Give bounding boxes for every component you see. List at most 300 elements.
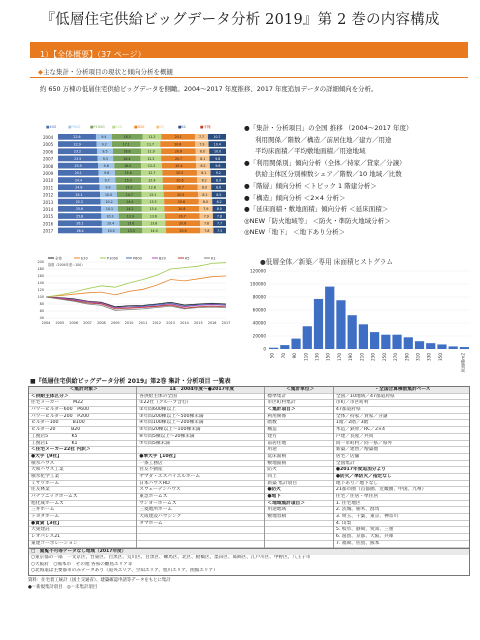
- table-cell: ●準大手【10社】: [137, 454, 264, 461]
- hbar-year-label: 2010: [43, 178, 54, 184]
- hbar-value-label: 20.7: [176, 185, 184, 190]
- hbar-legend-item: ■半棟: [200, 125, 211, 129]
- intro-paragraph: 約 650 万棟の低層住宅供給ビッグデータを側瞰。2004～2017 年度推移、2017 年度追加データの詳細傾向を分析。: [40, 85, 378, 93]
- line-legend-item: E20: [81, 256, 88, 261]
- histogram-y-tick: 0: [263, 346, 266, 352]
- table-cell: ●2017年度追加分より: [334, 467, 469, 474]
- table-cell: サンヨーホームズ: [137, 501, 264, 508]
- unavailable-line: ○大阪府 ○熊本市 その他 各県の離島エリア等: [31, 561, 133, 567]
- histogram-x-tick: 190: [348, 353, 354, 361]
- histogram-bar: [348, 315, 357, 349]
- table-cell: 積水化学工業: [29, 474, 136, 481]
- histogram-x-tick: 310: [415, 353, 421, 361]
- line-x-tick: 2010: [124, 321, 134, 325]
- hbar-value-label: 22.6: [73, 135, 81, 140]
- source-note: 資料：住宅着工統計（国土交通省）、建築確認申請等データをもとに集計: [28, 577, 171, 583]
- table-cell: 敷地容積: [265, 514, 333, 521]
- hbar-value-label: 10.5: [107, 228, 115, 233]
- hbar-value-label: 13.6: [127, 221, 135, 226]
- bullet-item: ●「階層」傾向分析 ＜トピック 1 階建分析＞: [244, 181, 377, 190]
- hbar-legend-item: ■K1: [178, 125, 187, 129]
- hbar-value-label: 20.6: [176, 178, 184, 183]
- hbar-value-label: 13.3: [127, 228, 135, 233]
- line-y-tick: 100: [37, 295, 44, 300]
- bullet-item: 供給主体区分別棟数シェア／階数／10 地域／比数: [255, 170, 402, 179]
- line-x-tick: 2009: [110, 321, 120, 325]
- hbar-value-label: 20.6: [179, 221, 187, 226]
- table-cell: 同一市町村／同一県／県外: [334, 441, 469, 448]
- table-cell: 階数: [265, 420, 333, 427]
- table-cell: 延床面積: [265, 454, 333, 461]
- hbar-value-label: 14.7: [125, 192, 133, 197]
- hbar-value-label: 23.5: [74, 156, 82, 161]
- hbar-value-label: 25.1: [75, 192, 83, 197]
- table-cell: 三井ホーム: [29, 507, 136, 514]
- line-legend-item: P1000: [107, 256, 119, 261]
- hbar-value-label: 13.9: [126, 214, 134, 219]
- table-cell: 全国／10地域／47都道府県: [334, 394, 469, 401]
- line-legend-item: 全体: [55, 256, 62, 261]
- table-cell: [265, 541, 333, 548]
- hbar-value-label: 10.0: [214, 149, 222, 154]
- hbar-value-label: 20.5: [176, 171, 184, 176]
- hbar-value-label: 8.2: [201, 178, 207, 183]
- hbar-value-label: 12.7: [148, 171, 156, 176]
- table-cell: ＜集計項目＞: [265, 407, 333, 414]
- table-cell: ＜供給主体区分＞: [29, 394, 136, 401]
- hbar-year-label: 2015: [43, 214, 54, 220]
- table-cell: 旭化成ホームズ: [29, 501, 136, 508]
- hbar-value-label: 9.4: [101, 135, 107, 140]
- table-cell: 東建コーポレーション: [29, 541, 136, 548]
- hbar-value-label: 25.8: [76, 214, 84, 219]
- histogram-bar: [460, 347, 469, 349]
- unavailable-regions: [28, 549, 470, 576]
- line-x-tick: 2014: [180, 321, 189, 325]
- hbar-value-label: 11.2: [148, 135, 156, 140]
- hbar-value-label: 16.0: [124, 164, 132, 168]
- bullet-item: ●「構造」傾向分析 ＜2×4 分析＞: [244, 193, 346, 202]
- line-legend-item: P600: [133, 256, 142, 261]
- histogram-x-tick: 330: [426, 353, 432, 361]
- table-cell: 敷地面積: [265, 461, 333, 468]
- hbar-value-label: 7.8: [216, 214, 222, 219]
- hbar-value-label: 8.0: [201, 185, 208, 190]
- hbar-value-label: 10.4: [213, 142, 221, 147]
- bullet-item: ◎NEW「地下」 ＜地下あり分析＞: [244, 228, 346, 237]
- hbar-value-label: 7.5: [217, 228, 223, 233]
- line-x-tick: 2006: [69, 321, 79, 325]
- table-cell: ④年間100棟以上～200棟未満: [137, 420, 264, 427]
- hbar-legend-item: ■E20: [112, 125, 123, 129]
- table-cell: トヨタホーム: [29, 514, 136, 521]
- histogram-bar: [404, 337, 413, 349]
- histogram-bar: [415, 341, 424, 349]
- histogram-bar: [336, 300, 345, 349]
- floor-area-histogram: [238, 255, 474, 375]
- table-cell: [137, 534, 264, 541]
- hbar-value-label: 20.1: [174, 135, 182, 140]
- hbar-value-label: 24.4: [74, 178, 83, 183]
- table-cell: 三菱地所ホーム: [137, 507, 264, 514]
- histogram-x-tick: 270: [393, 353, 399, 361]
- table-cell: 住友林業: [29, 487, 136, 494]
- hbar-value-label: 8.2: [200, 164, 206, 168]
- table-column-period: [137, 387, 265, 548]
- hbar-value-label: 9.9: [105, 185, 111, 190]
- hbar-value-label: 14.4: [126, 200, 134, 204]
- hbar-value-label: 12.9: [148, 178, 156, 183]
- table-cell: [137, 541, 264, 548]
- table-cell: 新築 集計項目: [265, 481, 333, 488]
- bullet-item: 平均床面積／平均敷地面積／用途地域: [255, 147, 366, 156]
- hbar-value-label: 8.1: [202, 192, 208, 197]
- table-cell: 各供給主体の全国: [137, 394, 264, 401]
- hbar-value-label: 24.8: [75, 185, 83, 190]
- hbar-value-label: 8.9: [215, 178, 222, 183]
- histogram-bar: [381, 335, 390, 349]
- hbar-value-label: 9.8: [104, 171, 110, 176]
- table-cell: パナソニックホームズ: [29, 494, 136, 501]
- table-cell: ●賃貸【3社】: [29, 521, 136, 528]
- hbar-value-label: 9.2: [215, 171, 221, 176]
- histogram-bar: [426, 343, 435, 349]
- table-cell: [137, 447, 264, 454]
- table-cell: ビルダー20 B20: [29, 427, 136, 434]
- histogram-bar: [269, 348, 278, 349]
- table-cell: 全国集計: [334, 461, 469, 468]
- line-y-tick: 120: [37, 288, 44, 293]
- table-cell: 戸建／長屋／共同: [334, 434, 469, 441]
- hbar-value-label: 20.7: [178, 214, 186, 219]
- hbar-value-label: 8.2: [216, 200, 222, 204]
- feature-bullet-list: [244, 123, 474, 239]
- table-cell: レオパレス21: [29, 534, 136, 541]
- unavailable-head: □ 閲覧不可等データなし地域（2017年度）: [29, 549, 469, 556]
- hbar-year-label: 2008: [43, 163, 54, 169]
- line-y-tick: 140: [37, 281, 44, 286]
- line-x-tick: 2013: [166, 321, 175, 325]
- line-legend-item: K5: [185, 256, 190, 261]
- hbar-legend-item: ■400: [46, 125, 57, 129]
- histogram-bar: [280, 345, 289, 349]
- hbar-value-label: 14.2: [126, 207, 134, 212]
- histogram-y-tick: 100000: [250, 281, 266, 287]
- table-cell: 大成建設ハウジング: [137, 514, 264, 521]
- histogram-x-tick: 床面積m2: [460, 353, 466, 373]
- hbar-value-label: 14.0: [150, 228, 158, 233]
- table-cell: 用途: [265, 447, 333, 454]
- section-subhead: [38, 67, 173, 76]
- hbar-value-label: 7.8: [204, 228, 210, 233]
- table-cell: ②年間600棟以上: [137, 407, 264, 414]
- hbar-value-label: 8.5: [216, 192, 222, 197]
- histogram-x-tick: 110: [303, 353, 309, 361]
- hbar-year-label: 2014: [43, 207, 54, 212]
- hbar-value-label: 8.0: [216, 207, 222, 212]
- page-title: 『低層住宅供給ビッグデータ分析 2019』第 2 巻の内容構成: [40, 12, 440, 28]
- histogram-x-tick: 350: [437, 353, 443, 361]
- histogram-bar: [325, 287, 334, 349]
- line-x-tick: 2017: [221, 321, 230, 325]
- hbar-value-label: 23.9: [74, 164, 82, 168]
- table-cell: ⑤年間20棟以上～100棟未満: [137, 427, 264, 434]
- hbar-value-label: 9.6: [103, 164, 109, 168]
- table-cell: 防火: [265, 467, 333, 474]
- hbar-value-label: 25.6: [75, 207, 84, 212]
- table-cell: 47都道府県: [334, 407, 469, 414]
- hbar-value-label: 8.8: [216, 185, 222, 190]
- table-cell: ヤマダ・エスバイエルホーム: [137, 474, 264, 481]
- hbar-value-label: 8.1: [201, 171, 207, 176]
- table-cell: 大東建託: [29, 527, 136, 534]
- hbar-value-label: 9.8: [215, 156, 221, 161]
- hbar-legend-item: ■P1000: [90, 125, 105, 129]
- table-cell: 日本ハウスHD: [137, 481, 264, 488]
- hbar-value-label: 16.8: [123, 149, 131, 154]
- histogram-x-tick: 70: [280, 353, 286, 359]
- table-header: 14 2004年度～●2017年度: [137, 387, 264, 394]
- line-x-tick: 2005: [55, 321, 65, 325]
- histogram-y-tick: 120000: [250, 268, 266, 274]
- hbar-value-label: 12.2: [147, 156, 155, 161]
- line-legend-item: K1: [211, 256, 216, 261]
- histogram-y-tick: 40000: [252, 320, 266, 326]
- table-cell: ①22社（グループ含む）: [137, 400, 264, 407]
- histogram-bar: [392, 335, 401, 349]
- hbar-value-label: 20.5: [177, 192, 185, 197]
- hbar-legend-item: ■P600: [68, 125, 81, 129]
- table-cell: ●地下: [265, 494, 333, 501]
- line-x-tick: 2011: [138, 321, 148, 325]
- hbar-value-label: 9.7: [104, 178, 110, 183]
- histogram-x-tick: 250: [381, 353, 387, 361]
- hbar-year-label: 2013: [43, 199, 54, 205]
- table-header: ＜集計対象＞: [29, 387, 136, 394]
- table-cell: 前居住地: [265, 441, 333, 448]
- index-line-chart: [28, 254, 230, 326]
- table-cell: 全体／持家／貸家／分譲: [334, 414, 469, 421]
- hbar-value-label: 7.7: [216, 221, 223, 226]
- table-cell: 積水ハウス: [29, 461, 136, 468]
- histogram-bar: [291, 339, 300, 349]
- hbar-value-label: 9.5: [102, 149, 108, 154]
- hbar-value-label: 24.1: [74, 171, 82, 176]
- line-y-tick: 80: [39, 302, 44, 307]
- hbar-year-label: 2006: [43, 149, 54, 155]
- table-cell: ⑥年間5棟以上～20棟未満: [137, 434, 264, 441]
- table-cell: 1階／2階／3階: [334, 420, 469, 427]
- hbar-value-label: 20.8: [178, 207, 186, 212]
- table-cell: 建方: [265, 434, 333, 441]
- hbar-value-label: 7.9: [203, 207, 209, 212]
- histogram-bar: [359, 324, 368, 349]
- line-y-label: 指数（2004年度＝100）: [48, 263, 85, 267]
- histogram-x-tick: 230: [370, 353, 376, 361]
- line-series: [46, 276, 226, 297]
- table-header: ・全国合算棟数集計ベース: [334, 387, 469, 394]
- hbar-value-label: 23.2: [73, 149, 82, 154]
- histogram-x-tick: 170: [336, 353, 342, 361]
- histogram-x-tick: 290: [404, 353, 410, 361]
- hbar-value-label: 26.1: [76, 221, 84, 226]
- items-table-section: [28, 376, 468, 590]
- table-cell: ●防火: [265, 487, 333, 494]
- table-cell: 1. 住宅地区: [334, 501, 469, 508]
- table-cell: 地下あり／地下なし: [334, 481, 469, 488]
- hbar-value-label: 9.6: [215, 164, 221, 168]
- table-cell: ⑦年間5棟未満: [137, 441, 264, 448]
- hbar-legend-item: ■B20: [134, 125, 145, 129]
- hbar-value-label: 20.4: [175, 164, 183, 168]
- hbar-value-label: 20.8: [174, 142, 182, 147]
- histogram-x-tick: 210: [359, 353, 365, 361]
- hbar-value-label: 10.1: [105, 207, 114, 212]
- share-stacked-bar-chart: [42, 122, 226, 242]
- line-x-tick: 2008: [97, 321, 106, 325]
- hbar-value-label: 12.3: [147, 164, 156, 168]
- table-cell: 市区町村集計: [265, 400, 333, 407]
- table-cell: 市町／市区町村: [334, 400, 469, 407]
- divider: [30, 77, 468, 78]
- table-cell: ＜住宅メーカー22社 内訳＞: [29, 447, 136, 454]
- table-cell: ③年間200棟以上～500棟未満: [137, 414, 264, 421]
- hbar-value-label: 11.9: [147, 149, 155, 154]
- hbar-value-label: 17.1: [122, 142, 130, 147]
- line-x-tick: 2016: [207, 321, 217, 325]
- hbar-value-label: 26.4: [76, 228, 84, 233]
- line-x-tick: 2007: [83, 321, 92, 325]
- table-cell: 住友不動産: [137, 467, 264, 474]
- histogram-bar: [370, 332, 379, 349]
- table-column-details: [334, 387, 469, 548]
- line-x-tick: 2015: [193, 321, 203, 325]
- hbar-value-label: 20.7: [174, 156, 183, 161]
- diamond-icon: ◆: [38, 68, 43, 76]
- hbar-value-label: 22.9: [73, 142, 81, 147]
- line-y-tick: 200: [37, 260, 44, 265]
- histogram-x-tick: 90: [292, 353, 298, 359]
- hbar-value-label: 25.3: [75, 200, 83, 204]
- histogram-bar: [314, 299, 323, 349]
- table-cell: ビルダー100 B100: [29, 420, 136, 427]
- hbar-value-label: 15.6: [124, 171, 132, 176]
- hbar-value-label: 13.8: [150, 221, 158, 226]
- table-cell: [265, 527, 333, 534]
- histogram-bar: [437, 344, 446, 349]
- bullet-item: ●「延床面積・敷地面積」傾向分析 ＜延床面積＞: [244, 205, 389, 214]
- table-cell: 新築／建替／増築他: [334, 447, 469, 454]
- histogram-y-tick: 80000: [252, 294, 266, 300]
- table-cell: 木造／鉄骨／RC／2×4: [334, 427, 469, 434]
- hbar-year-label: 2005: [43, 142, 54, 148]
- bullet-item: ◎NEW「防火地域等」 ＜防火・準防火地域分析＞: [244, 216, 391, 225]
- table-cell: 大和ハウス工業: [29, 467, 136, 474]
- hbar-value-label: 13.6: [149, 214, 157, 219]
- histogram-x-tick: 150: [325, 353, 331, 361]
- table-cell: ●大手【9社】: [29, 454, 136, 461]
- histogram-y-tick: 20000: [252, 333, 266, 339]
- table-cell: スウェーデンハウス: [137, 487, 264, 494]
- table-cell: 3. 埼玉、千葉、東京、神奈川: [334, 514, 469, 521]
- hbar-year-label: 2007: [43, 156, 54, 162]
- hbar-value-label: 8.1: [200, 156, 206, 161]
- hbar-value-label: 13.1: [149, 192, 157, 197]
- histogram-x-tick: 50: [269, 353, 275, 359]
- hbar-value-label: 7.7: [199, 135, 205, 140]
- hbar-value-label: 10.4: [107, 221, 115, 226]
- table-cell: 同上: [265, 474, 333, 481]
- table-cell: 一条工務店: [137, 461, 264, 468]
- line-y-tick: 160: [37, 274, 44, 279]
- table-cell: パワービルダー600 P600: [29, 407, 136, 414]
- hbar-year-label: 2016: [43, 221, 54, 227]
- hbar-value-label: 10.3: [106, 214, 114, 219]
- table-cell: 6. 滋賀、京都、大阪、兵庫: [334, 534, 469, 541]
- hbar-value-label: 11.7: [146, 142, 155, 147]
- table-cell: 住宅／住居・準住居: [334, 494, 469, 501]
- line-y-tick: 40: [39, 316, 44, 321]
- table-cell: 居宅／店舗: [334, 454, 469, 461]
- hbar-year-label: 2004: [43, 135, 54, 140]
- bullet-item: ●「集計・分析項目」の全国 推移 （2004～2017 年度）: [244, 124, 413, 132]
- table-cell: ＜地域集計項目＞: [265, 501, 333, 508]
- line-legend-item: B20: [159, 256, 166, 261]
- table-cell: 住宅メーカー M22: [29, 400, 136, 407]
- histogram-x-tick: 130: [314, 353, 320, 361]
- line-y-tick: 60: [39, 309, 44, 314]
- hbar-year-label: 2017: [43, 228, 54, 234]
- hbar-value-label: 8.0: [202, 200, 209, 204]
- hbar-value-label: 8.0: [199, 149, 206, 154]
- hbar-year-label: 2011: [43, 185, 54, 191]
- line-x-tick: 2012: [152, 321, 162, 325]
- items-table: [28, 386, 470, 549]
- table-cell: タマホーム: [137, 521, 264, 528]
- hbar-value-label: 20.5: [179, 228, 187, 233]
- hbar-value-label: 12.8: [148, 185, 156, 190]
- table-cell: 4. 山梨: [334, 521, 469, 528]
- section-band: [30, 42, 468, 58]
- unavailable-line: ○東京都の一部 一文京区、台東区、目黒区、荒川区、目黒区、練馬区、北区、板橋区、墨田区、葛飾区、江戸川区、中野区、八王子市: [31, 555, 311, 560]
- hbar-value-label: 10.7: [213, 135, 221, 140]
- hbar-value-label: 7.9: [203, 214, 209, 219]
- hbar-value-label: 9.2: [101, 142, 107, 147]
- hbar-value-label: 20.6: [177, 200, 186, 204]
- hbar-value-label: 10.2: [105, 200, 113, 204]
- table-cell: [137, 527, 264, 534]
- table-cell: [265, 534, 333, 541]
- hbar-value-label: 7.8: [203, 221, 210, 226]
- line-x-tick: 2004: [41, 321, 51, 325]
- table-cell: 用途地域: [265, 507, 333, 514]
- bullet-item: ●「利用関係別」傾向分析（全体／持家／貸家／分譲）: [244, 158, 406, 167]
- table-cell: 標準集計: [265, 394, 333, 401]
- hbar-value-label: 20.6: [174, 149, 183, 154]
- table-cell: ●防火／準防火／指定なし: [334, 474, 469, 481]
- table-cell: 構造: [265, 427, 333, 434]
- hbar-value-label: 13.3: [149, 200, 157, 204]
- table-cell: 工務店5 K5: [29, 434, 136, 441]
- unavailable-line: ○北海道は主要都市のみデータあり（道央エリア、空知エリア、旭川エリア、函館エリア）: [31, 568, 218, 573]
- hbar-legend-item: ■K5: [156, 125, 165, 129]
- hbar-value-label: 10.0: [105, 192, 113, 197]
- hbar-value-label: 13.4: [149, 207, 157, 212]
- table-cell: 東急ホームズ: [137, 494, 264, 501]
- hbar-year-label: 2009: [43, 171, 54, 176]
- table-cell: ミサワホーム: [29, 481, 136, 488]
- subhead-text: 主な集計・分析項目の現状と傾向分析を概観: [43, 68, 173, 76]
